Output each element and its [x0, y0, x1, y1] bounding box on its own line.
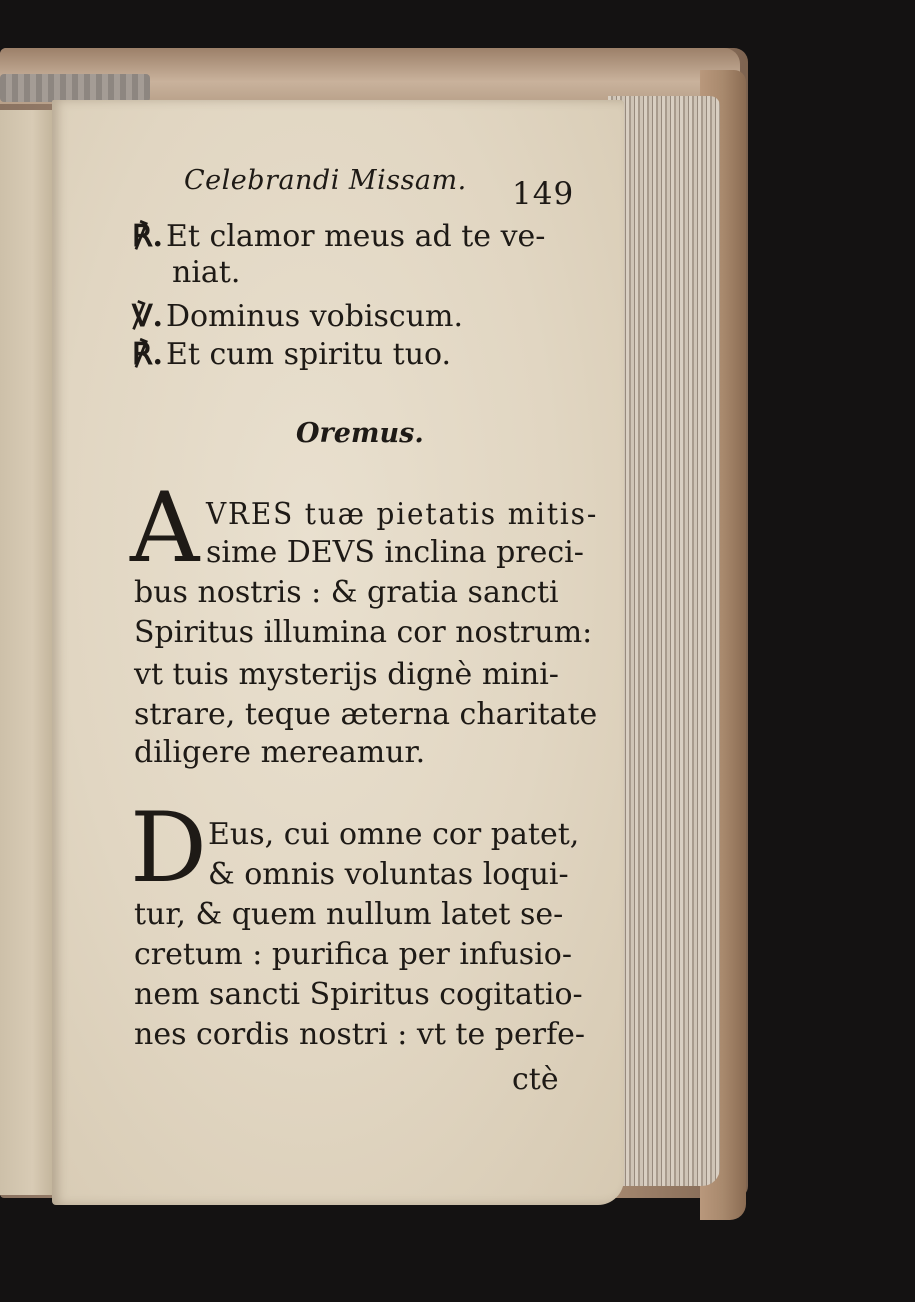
prayer-line: Eus, cui omne cor patet, — [208, 817, 580, 852]
prayer-line: strare, teque æterna charitate — [134, 697, 598, 732]
prayer-line: cretum : purifica per infusio- — [134, 937, 572, 972]
prayer-line: Spiritus illumina cor nostrum: — [134, 615, 593, 650]
dropcap-a: A — [130, 472, 200, 584]
prayer-line: nem sancti Spiritus cogitatio- — [134, 977, 583, 1012]
versicle-line — [172, 255, 241, 290]
page-number: 149 — [512, 176, 575, 212]
versicle-text: niat. — [172, 255, 241, 290]
catchword: ctè — [512, 1062, 559, 1097]
prayer-line: VRES tuæ pietatis mitis- — [206, 497, 599, 532]
prayer-line: sime DEVS inclina preci- — [206, 535, 584, 570]
prayer-line: bus nostris : & gratia sancti — [134, 575, 559, 610]
versicle-line — [132, 219, 546, 254]
prayer-line: vt tuis mysterijs dignè mini- — [134, 657, 559, 692]
oremus-heading: Oremus. — [296, 418, 424, 449]
response-symbol: ℟. — [132, 337, 163, 372]
running-head: Celebrandi Missam. — [184, 165, 467, 196]
prayer-line: tur, & quem nullum latet se- — [134, 897, 564, 932]
response-symbol: ℟. — [132, 219, 163, 254]
prayer-line: diligere mereamur. — [134, 735, 426, 770]
versicle-text: Dominus vobiscum. — [166, 299, 464, 334]
versicle-line — [132, 299, 464, 334]
versicle-symbol: ℣. — [132, 299, 163, 334]
prayer-line: nes cordis nostri : vt te perfe- — [134, 1017, 586, 1052]
versicle-text: Et cum spiritu tuo. — [166, 337, 452, 372]
facing-page-left — [0, 110, 56, 1195]
versicle-text: Et clamor meus ad te ve- — [166, 219, 546, 254]
versicle-line — [132, 337, 452, 372]
prayer-line: & omnis voluntas loqui- — [208, 857, 569, 892]
dropcap-d: D — [130, 792, 207, 904]
headband — [0, 74, 150, 102]
page-block-edge — [608, 96, 720, 1186]
